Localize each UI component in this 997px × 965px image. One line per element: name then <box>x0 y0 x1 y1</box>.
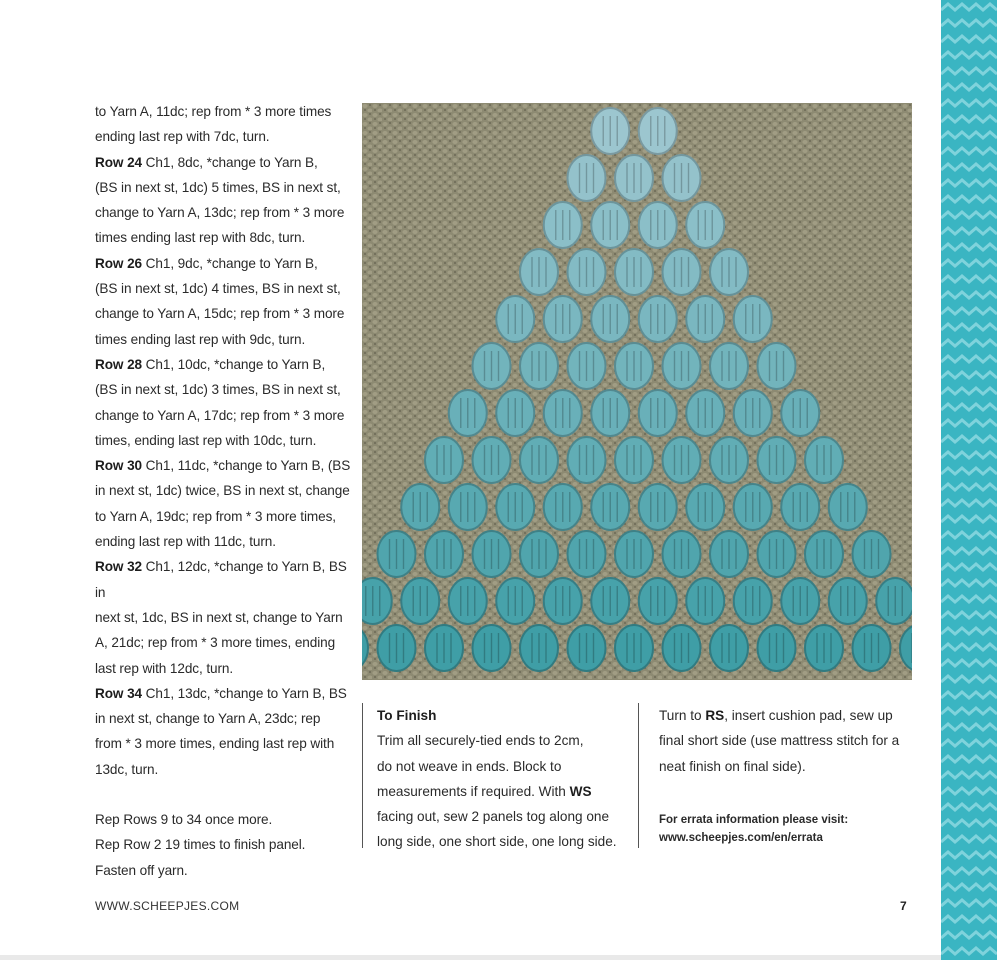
instruction-line: 13dc, turn. <box>95 761 159 777</box>
row-label: Row 34 <box>95 685 142 701</box>
finish-continued-column <box>638 703 908 848</box>
instruction-line: times ending last rep with 8dc, turn. <box>95 230 306 246</box>
finish-line: facing out, sew 2 panels tog along one <box>377 809 610 825</box>
bobble-stitch <box>876 578 912 624</box>
finish-line: Trim all securely-tied ends to 2cm, <box>377 733 584 749</box>
pattern-instructions <box>95 99 357 883</box>
finish-line: measurements if required. With WS <box>377 783 592 799</box>
page-number: 7 <box>900 899 907 913</box>
instruction-line: A, 21dc; rep from * 3 more times, ending <box>95 635 336 651</box>
instruction-line: (BS in next st, 1dc) 3 times, BS in next st, <box>95 382 341 398</box>
row-26: Row 26 Ch1, 9dc, *change to Yarn B, <box>95 255 318 271</box>
row-28: Row 28 Ch1, 10dc, *change to Yarn B, <box>95 356 326 372</box>
row-34: Row 34 Ch1, 13dc, *change to Yarn B, BS <box>95 685 347 701</box>
footer-website[interactable]: WWW.SCHEEPJES.COM <box>95 899 240 913</box>
instruction-line: to Yarn A, 19dc; rep from * 3 more times, <box>95 508 336 524</box>
instruction-line: times, ending last rep with 10dc, turn. <box>95 432 317 448</box>
instruction-line: ending last rep with 7dc, turn. <box>95 129 270 145</box>
row-label: Row 32 <box>95 559 142 575</box>
instruction-line: (BS in next st, 1dc) 5 times, BS in next st, <box>95 179 341 195</box>
errata-link[interactable]: www.scheepjes.com/en/errata <box>659 831 823 844</box>
finish-line: Turn to RS, insert cushion pad, sew up <box>659 708 893 723</box>
instruction-line: ending last rep with 11dc, turn. <box>95 534 276 550</box>
instruction-line: from * 3 more times, ending last rep with <box>95 736 335 752</box>
instruction-line: (BS in next st, 1dc) 4 times, BS in next st, <box>95 281 341 297</box>
instruction-line: last rep with 12dc, turn. <box>95 660 234 676</box>
bottom-edge <box>0 955 941 960</box>
errata-note: For errata information please visit: www.scheepjes.com/en/errata <box>659 813 849 844</box>
instruction-line: change to Yarn A, 15dc; rep from * 3 more <box>95 306 345 322</box>
instruction-line: in next st, 1dc) twice, BS in next st, change <box>95 483 350 499</box>
instruction-line: to Yarn A, 11dc; rep from * 3 more times <box>95 104 332 119</box>
instruction-line: change to Yarn A, 13dc; rep from * 3 more <box>95 205 345 221</box>
finish-line: final short side (use mattress stitch for a <box>659 733 900 749</box>
closing-line: Rep Row 2 19 times to finish panel. <box>95 837 306 853</box>
row-label: Row 24 <box>95 154 142 170</box>
crochet-bobble-photo <box>362 103 912 680</box>
row-label: Row 26 <box>95 255 142 271</box>
row-label: Row 28 <box>95 356 142 372</box>
closing-line: Fasten off yarn. <box>95 862 188 878</box>
to-finish-column <box>362 703 622 848</box>
finish-line: long side, one short side, one long side. <box>377 834 617 850</box>
finish-line: neat finish on final side). <box>659 758 806 774</box>
row-30: Row 30 Ch1, 11dc, *change to Yarn B, (BS <box>95 458 351 474</box>
to-finish-heading: To Finish <box>377 708 437 723</box>
closing-line: Rep Rows 9 to 34 once more. <box>95 812 273 828</box>
instruction-line: in next st, change to Yarn A, 23dc; rep <box>95 711 321 727</box>
instruction-line: change to Yarn A, 17dc; rep from * 3 more <box>95 407 345 423</box>
finish-line: do not weave in ends. Block to <box>377 758 562 774</box>
instruction-line: times ending last rep with 9dc, turn. <box>95 331 306 347</box>
instruction-line: next st, 1dc, BS in next st, change to Yarn <box>95 609 343 625</box>
row-32: Row 32 Ch1, 12dc, *change to Yarn B, BS in <box>95 559 347 600</box>
row-label: Row 30 <box>95 458 142 474</box>
row-24: Row 24 Ch1, 8dc, *change to Yarn B, <box>95 154 318 170</box>
decorative-zigzag-strip <box>941 0 997 960</box>
bobble-stitch <box>362 578 392 624</box>
